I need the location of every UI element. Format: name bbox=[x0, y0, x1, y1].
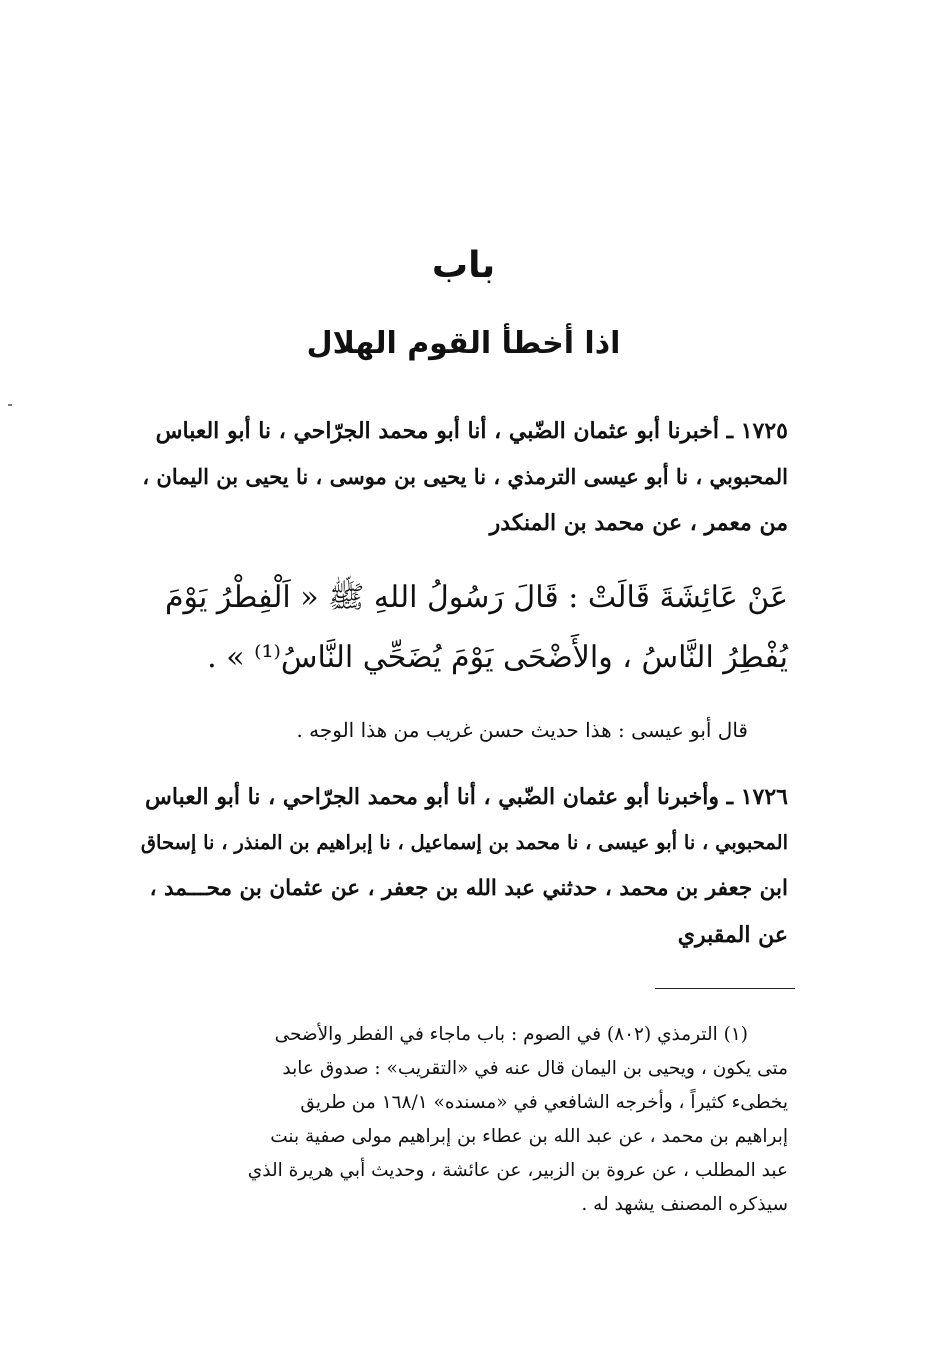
footnote bbox=[140, 1018, 788, 1222]
matn-line: يُفْطِرُ النَّاسُ ، والأَضْحَى يَوْمَ يُضَحِّي النَّاسُ⁽¹⁾ » . bbox=[207, 640, 788, 675]
isnad-line: ١٧٢٥ ـ أخبرنا أبو عثمان الضّبي ، أنا أبو محمد الجرّاحي ، نا أبو العباس bbox=[155, 418, 788, 444]
footnote-line: متى يكون ، ويحيى بن اليمان قال عنه في «التقريب» : صدوق عابد bbox=[282, 1058, 788, 1079]
hadith-1725-matn bbox=[140, 568, 788, 688]
hadith-1725-isnad bbox=[140, 408, 788, 546]
isnad-line: المحبوبي ، نا أبو عيسى ، نا محمد بن إسماعيل ، نا إبراهيم بن المنذر ، نا إسحاق bbox=[140, 831, 788, 854]
isnad-line: ١٧٢٦ ـ وأخبرنا أبو عثمان الضّبي ، أنا أبو محمد الجرّاحي ، نا أبو العباس bbox=[145, 784, 788, 810]
isnad-line: ابن جعفر بن محمد ، حدثني عبد الله بن جعفر ، عن عثمان بن محـــمد ، bbox=[149, 876, 788, 901]
chapter-title: اذا أخطأ القوم الهلال bbox=[306, 326, 621, 361]
hadith-1725-comment bbox=[140, 708, 788, 752]
comment-line: قال أبو عيسى : هذا حديث حسن غريب من هذا الوجه . bbox=[296, 718, 748, 742]
footnote-separator bbox=[655, 988, 795, 989]
chapter-label: باب bbox=[431, 245, 496, 286]
footnote-line: سيذكره المصنف يشهد له . bbox=[581, 1194, 788, 1215]
footnote-line: يخطىء كثيراً ، وأخرجه الشافعي في «مسنده» ١٦٨/١ من طريق bbox=[300, 1092, 788, 1113]
hadith-1726-isnad bbox=[140, 774, 788, 958]
isnad-line: عن المقبري bbox=[677, 922, 788, 948]
footnote-line: (١) الترمذي (٨٠٢) في الصوم : باب ماجاء في الفطر والأضحى bbox=[274, 1024, 748, 1045]
footnote-line: عبد المطلب ، عن عروة بن الزبير، عن عائشة ، وحديث أبي هريرة الذي bbox=[247, 1160, 788, 1181]
footnote-line: إبراهيم بن محمد ، عن عبد الله بن عطاء بن إبراهيم مولى صفية بنت bbox=[270, 1126, 788, 1147]
matn-line: عَنْ عَائِشَةَ قَالَتْ : قَالَ رَسُولُ اللهِ ﷺ « اَلْفِطْرُ يَوْمَ bbox=[164, 580, 788, 615]
margin-mark bbox=[8, 404, 12, 406]
isnad-line: من معمر ، عن محمد بن المنكدر bbox=[489, 510, 788, 536]
isnad-line: المحبوبي ، نا أبو عيسى الترمذي ، نا يحيى بن موسى ، نا يحيى بن اليمان ، bbox=[142, 464, 788, 489]
